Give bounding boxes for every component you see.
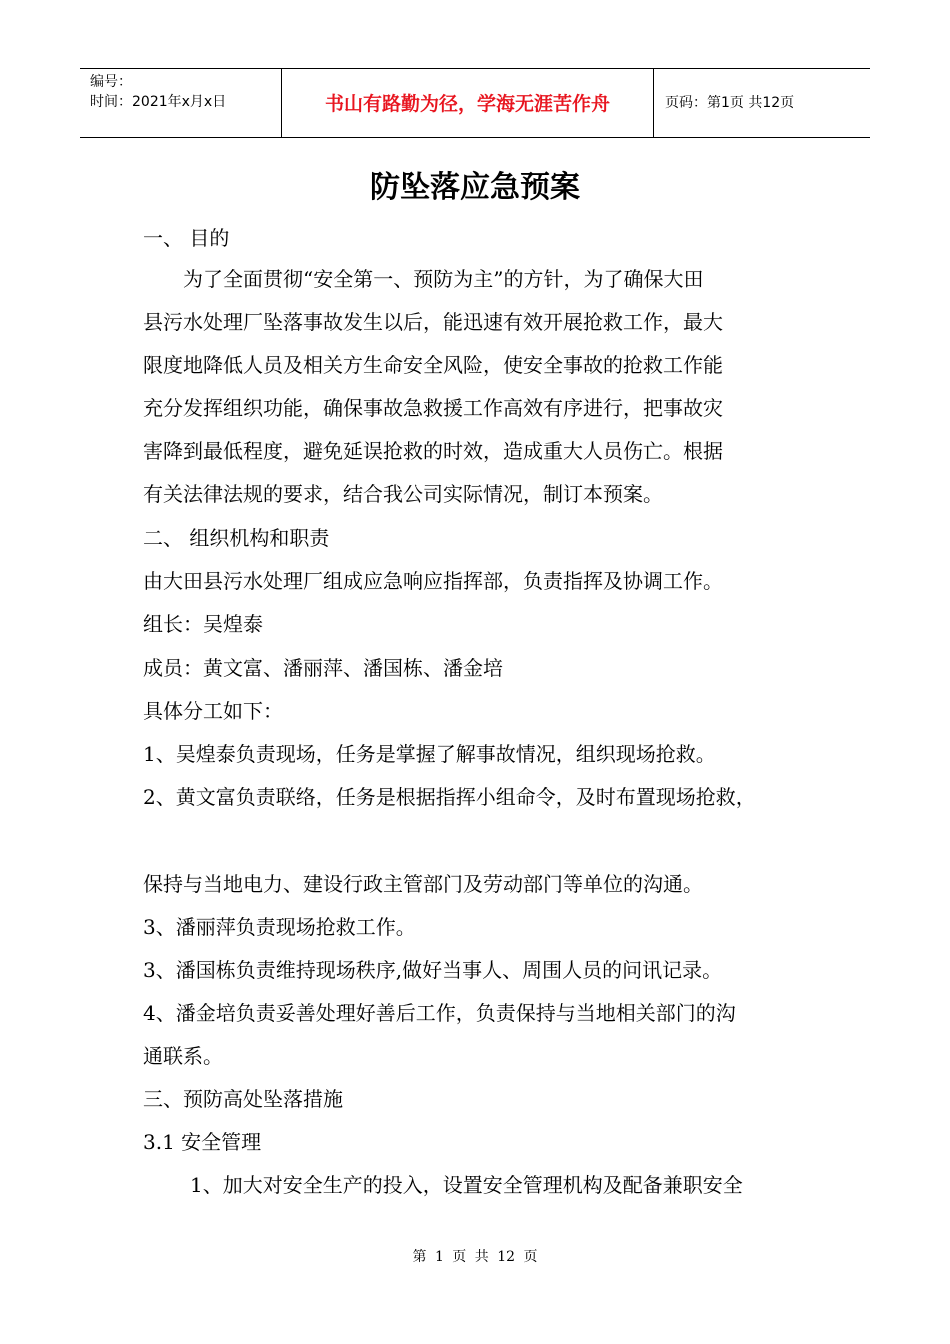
paragraph-line: 有关法律法规的要求，结合我公司实际情况，制订本预案。 — [143, 482, 663, 506]
paragraph-line: 1、加大对安全生产的投入，设置安全管理机构及配备兼职安全 — [190, 1173, 743, 1197]
list-item-continuation: 通联系。 — [143, 1044, 223, 1068]
paragraph-line: 充分发挥组织功能，确保事故急救援工作高效有序进行，把事故灾 — [143, 396, 723, 420]
number-label: 编号： — [90, 74, 132, 90]
paragraph-line: 县污水处理厂坠落事故发生以后，能迅速有效开展抢救工作，最大 — [143, 310, 723, 334]
subsection-heading: 3.1 安全管理 — [143, 1130, 262, 1154]
team-leader-line: 组长：吴煌泰 — [143, 612, 263, 636]
paragraph-line: 限度地降低人员及相关方生命安全风险，使安全事故的抢救工作能 — [143, 353, 723, 377]
header-page-info: 页码：第1页 共12页 — [665, 95, 795, 111]
header-motto-cell — [281, 69, 654, 137]
section-heading-purpose: 一、 目的 — [143, 226, 230, 250]
list-item: 1、吴煌泰负责现场，任务是掌握了解事故情况，组织现场抢救。 — [143, 742, 716, 766]
section-heading-prevention: 三、预防高处坠落措施 — [143, 1087, 343, 1111]
list-item: 3、潘国栋负责维持现场秩序,做好当事人、周围人员的问讯记录。 — [143, 958, 723, 982]
header-table — [80, 68, 870, 138]
list-item: 3、潘丽萍负责现场抢救工作。 — [143, 915, 416, 939]
paragraph-line: 由大田县污水处理厂组成应急响应指挥部，负责指挥及协调工作。 — [143, 569, 723, 593]
paragraph-line: 害降到最低程度，避免延误抢救的时效，造成重大人员伤亡。根据 — [143, 439, 723, 463]
list-item: 4、潘金培负责妥善处理好善后工作，负责保持与当地相关部门的沟 — [143, 1001, 736, 1025]
list-item: 2、黄文富负责联络，任务是根据指挥小组命令，及时布置现场抢救， — [143, 785, 756, 809]
date-label: 时间：2021年x月x日 — [90, 94, 227, 110]
header-left-cell — [80, 69, 281, 137]
paragraph-line: 为了全面贯彻“安全第一、预防为主”的方针，为了确保大田 — [183, 267, 704, 291]
list-item-continuation: 保持与当地电力、建设行政主管部门及劳动部门等单位的沟通。 — [143, 872, 703, 896]
section-heading-organization: 二、 组织机构和职责 — [143, 526, 330, 550]
page-footer: 第 1 页 共 12 页 — [412, 1249, 538, 1265]
motto-text: 书山有路勤为径，学海无涯苦作舟 — [324, 93, 610, 115]
document-title: 防坠落应急预案 — [370, 170, 580, 205]
team-members-line: 成员：黄文富、潘丽萍、潘国栋、潘金培 — [143, 656, 503, 680]
paragraph-line: 具体分工如下： — [143, 699, 283, 723]
